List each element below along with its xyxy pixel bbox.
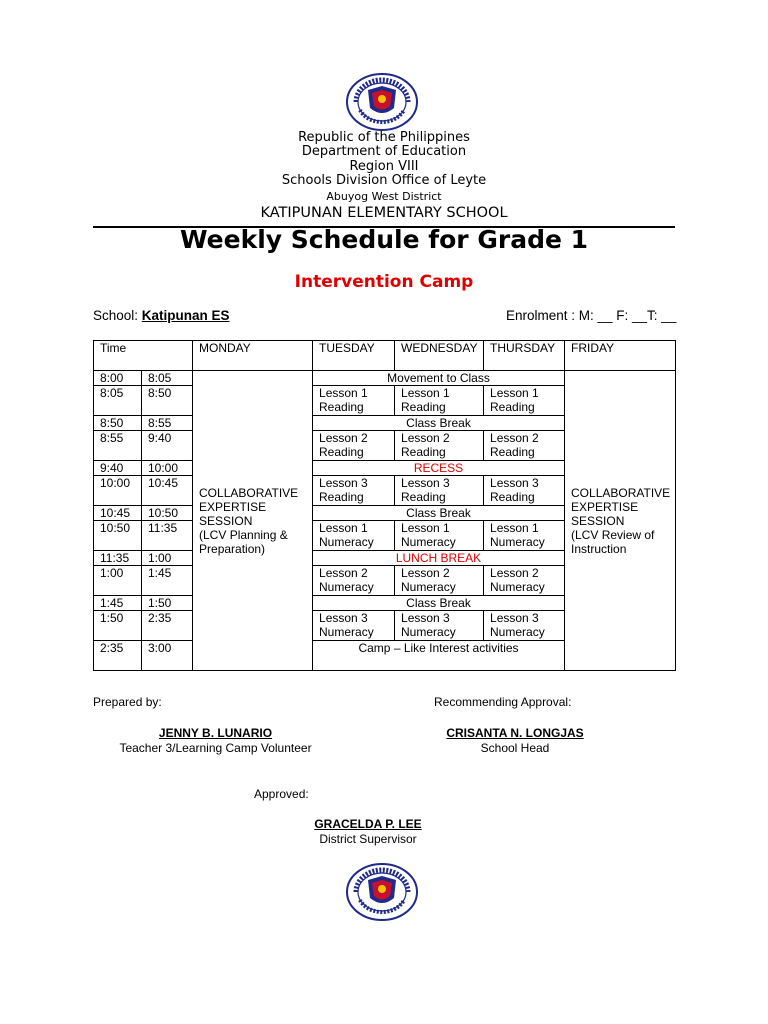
span-activity: Movement to Class bbox=[313, 371, 565, 386]
time-end: 1:45 bbox=[142, 566, 193, 596]
prepared-label: Prepared by: bbox=[93, 695, 162, 709]
time-end: 8:50 bbox=[142, 386, 193, 416]
lesson-cell-line: Lesson 1 bbox=[319, 521, 368, 535]
lesson-cell-line: Numeracy bbox=[401, 535, 456, 549]
lesson-cell-line: Numeracy bbox=[490, 580, 545, 594]
lesson-cell-line: Lesson 1 bbox=[319, 386, 368, 400]
lesson-cell-line: Reading bbox=[401, 400, 446, 414]
header-department: Department of Education bbox=[301, 144, 467, 159]
lesson-cell-line: Reading bbox=[401, 445, 446, 459]
lesson-cell-line: Lesson 3 bbox=[401, 611, 450, 625]
table-row bbox=[94, 371, 676, 386]
time-start: 11:35 bbox=[94, 551, 142, 566]
lesson-cell bbox=[395, 476, 484, 506]
span-activity: Camp – Like Interest activities bbox=[313, 641, 565, 671]
deped-seal-top bbox=[344, 72, 420, 132]
recommending-role: School Head bbox=[480, 741, 550, 755]
time-start: 2:35 bbox=[94, 641, 142, 671]
time-start: 9:40 bbox=[94, 461, 142, 476]
header-wednesday: WEDNESDAY bbox=[395, 341, 484, 371]
lesson-cell bbox=[395, 611, 484, 641]
lesson-cell-line: Reading bbox=[490, 400, 535, 414]
time-start: 10:45 bbox=[94, 506, 142, 521]
lesson-cell-line: Reading bbox=[490, 445, 535, 459]
time-end: 2:35 bbox=[142, 611, 193, 641]
time-start: 1:50 bbox=[94, 611, 142, 641]
lesson-cell bbox=[484, 611, 565, 641]
lesson-cell-line: Reading bbox=[319, 400, 364, 414]
friday-session-line: COLLABORATIVE bbox=[571, 485, 671, 500]
lesson-cell-line: Lesson 3 bbox=[490, 611, 539, 625]
time-start: 8:55 bbox=[94, 431, 142, 461]
time-end: 11:35 bbox=[142, 521, 193, 551]
lesson-cell bbox=[313, 386, 395, 416]
span-activity: Class Break bbox=[313, 506, 565, 521]
lesson-cell-line: Numeracy bbox=[319, 580, 374, 594]
lesson-cell bbox=[395, 521, 484, 551]
lesson-cell bbox=[395, 386, 484, 416]
monday-session-line: SESSION bbox=[199, 513, 253, 528]
lesson-cell-line: Lesson 1 bbox=[490, 386, 539, 400]
lesson-cell bbox=[313, 476, 395, 506]
lesson-cell bbox=[484, 476, 565, 506]
lesson-cell-line: Lesson 2 bbox=[490, 431, 539, 445]
prepared-role: Teacher 3/Learning Camp Volunteer bbox=[119, 741, 312, 755]
deped-seal-bottom bbox=[344, 862, 420, 927]
monday-session-line: EXPERTISE bbox=[199, 499, 267, 514]
lesson-cell-line: Lesson 3 bbox=[319, 611, 368, 625]
monday-session-line: (LCV Planning & bbox=[199, 527, 288, 542]
lesson-cell-line: Lesson 2 bbox=[401, 431, 450, 445]
enrolment-info: Enrolment : M: __ F: __T: __ bbox=[506, 308, 677, 323]
time-end: 9:40 bbox=[142, 431, 193, 461]
lesson-cell-line: Lesson 1 bbox=[401, 386, 450, 400]
header-district: Abuyog West District bbox=[326, 190, 442, 203]
recommending-label: Recommending Approval: bbox=[434, 695, 572, 709]
table-header-row bbox=[94, 341, 676, 371]
lesson-cell-line: Numeracy bbox=[401, 580, 456, 594]
lesson-cell-line: Reading bbox=[319, 445, 364, 459]
school-value: Katipunan ES bbox=[141, 308, 230, 323]
lesson-cell-line: Lesson 2 bbox=[319, 566, 368, 580]
header-division: Schools Division Office of Leyte bbox=[281, 173, 487, 188]
recommending-name: CRISANTA N. LONGJAS bbox=[446, 726, 584, 740]
time-end: 1:00 bbox=[142, 551, 193, 566]
monday-session-line: COLLABORATIVE bbox=[199, 485, 299, 500]
approved-label: Approved: bbox=[254, 787, 309, 801]
school-name: KATIPUNAN ELEMENTARY SCHOOL bbox=[260, 205, 508, 221]
lesson-cell bbox=[395, 566, 484, 596]
lesson-cell bbox=[313, 611, 395, 641]
lesson-cell-line: Reading bbox=[319, 490, 364, 504]
lesson-cell-line: Lesson 2 bbox=[401, 566, 450, 580]
header-monday: MONDAY bbox=[193, 341, 313, 371]
lesson-cell-line: Numeracy bbox=[319, 535, 374, 549]
monday-session-line: Preparation) bbox=[199, 541, 266, 556]
page-title: Weekly Schedule for Grade 1 bbox=[179, 225, 589, 254]
lesson-cell-line: Numeracy bbox=[401, 625, 456, 639]
school-label: School: bbox=[93, 308, 142, 323]
time-end: 1:50 bbox=[142, 596, 193, 611]
time-start: 8:05 bbox=[94, 386, 142, 416]
lesson-cell bbox=[313, 431, 395, 461]
friday-session-line: EXPERTISE bbox=[571, 499, 639, 514]
school-info bbox=[93, 308, 230, 323]
header-tuesday: TUESDAY bbox=[313, 341, 395, 371]
header-thursday: THURSDAY bbox=[484, 341, 565, 371]
friday-session-line: SESSION bbox=[571, 513, 625, 528]
time-start: 1:00 bbox=[94, 566, 142, 596]
time-start: 10:00 bbox=[94, 476, 142, 506]
time-start: 8:00 bbox=[94, 371, 142, 386]
span-activity: Class Break bbox=[313, 596, 565, 611]
lesson-cell-line: Lesson 1 bbox=[490, 521, 539, 535]
header-region: Region VIII bbox=[349, 159, 419, 174]
header-time: Time bbox=[94, 341, 193, 371]
lesson-cell bbox=[484, 386, 565, 416]
lesson-cell-line: Lesson 2 bbox=[490, 566, 539, 580]
prepared-name: JENNY B. LUNARIO bbox=[158, 726, 273, 740]
lesson-cell-line: Reading bbox=[401, 490, 446, 504]
lesson-cell-line: Lesson 2 bbox=[319, 431, 368, 445]
lesson-cell bbox=[484, 431, 565, 461]
lesson-cell bbox=[313, 521, 395, 551]
lesson-cell bbox=[484, 566, 565, 596]
time-end: 3:00 bbox=[142, 641, 193, 671]
lesson-cell-line: Numeracy bbox=[319, 625, 374, 639]
time-start: 10:50 bbox=[94, 521, 142, 551]
page-subtitle: Intervention Camp bbox=[294, 272, 474, 292]
header-republic: Republic of the Philippines bbox=[298, 130, 470, 145]
monday-session bbox=[193, 371, 313, 671]
lesson-cell bbox=[313, 566, 395, 596]
lesson-cell-line: Lesson 3 bbox=[490, 476, 539, 490]
time-end: 10:45 bbox=[142, 476, 193, 506]
lesson-cell-line: Lesson 1 bbox=[401, 521, 450, 535]
approved-name: GRACELDA P. LEE bbox=[314, 817, 422, 831]
schedule-table bbox=[93, 340, 676, 671]
friday-session bbox=[565, 371, 676, 671]
lesson-cell-line: Numeracy bbox=[490, 625, 545, 639]
time-start: 1:45 bbox=[94, 596, 142, 611]
time-start: 8:50 bbox=[94, 416, 142, 431]
time-end: 8:55 bbox=[142, 416, 193, 431]
span-activity: LUNCH BREAK bbox=[313, 551, 565, 566]
approved-role: District Supervisor bbox=[319, 832, 417, 846]
lesson-cell bbox=[395, 431, 484, 461]
time-end: 10:00 bbox=[142, 461, 193, 476]
time-end: 10:50 bbox=[142, 506, 193, 521]
lesson-cell-line: Lesson 3 bbox=[319, 476, 368, 490]
span-activity: Class Break bbox=[313, 416, 565, 431]
friday-session-line: (LCV Review of bbox=[571, 527, 655, 542]
time-end: 8:05 bbox=[142, 371, 193, 386]
lesson-cell-line: Lesson 3 bbox=[401, 476, 450, 490]
friday-session-line: Instruction bbox=[571, 541, 627, 556]
lesson-cell bbox=[484, 521, 565, 551]
lesson-cell-line: Numeracy bbox=[490, 535, 545, 549]
header-friday: FRIDAY bbox=[565, 341, 676, 371]
lesson-cell-line: Reading bbox=[490, 490, 535, 504]
span-activity: RECESS bbox=[313, 461, 565, 476]
